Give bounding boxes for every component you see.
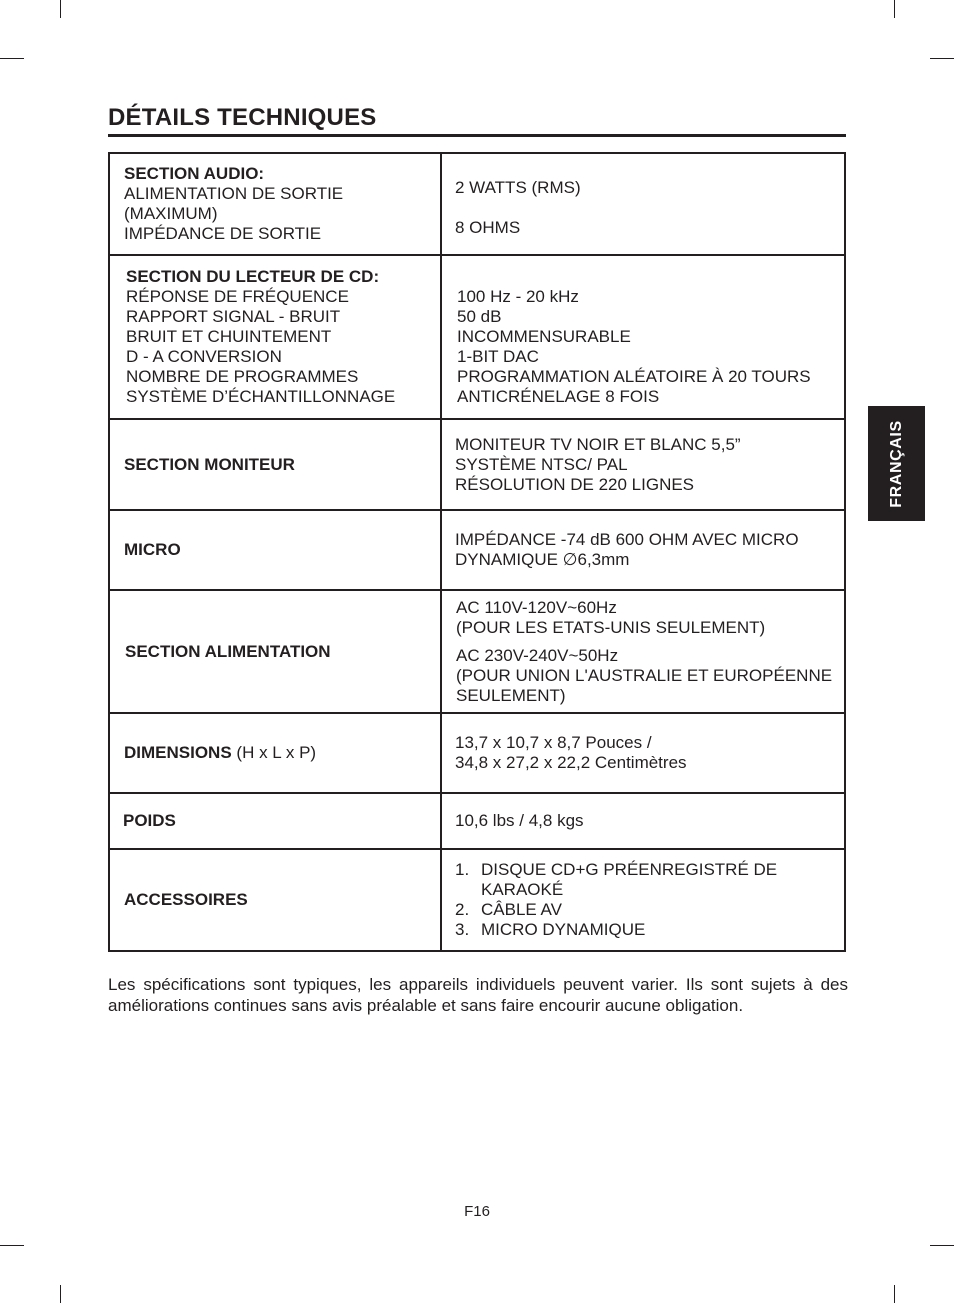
spec-label: SYSTÈME D’ÉCHANTILLONNAGE bbox=[126, 387, 396, 406]
spec-label: ACCESSOIRES bbox=[124, 890, 248, 909]
list-line: KARAOKÉ bbox=[481, 880, 564, 899]
crop-mark bbox=[894, 1285, 895, 1303]
spec-value: AC 110V-120V~60Hz bbox=[456, 597, 617, 617]
spec-label-cell bbox=[109, 510, 441, 590]
crop-mark bbox=[894, 0, 895, 18]
spec-label: NOMBRE DE PROGRAMMES bbox=[126, 367, 359, 386]
spec-value-cell bbox=[441, 419, 845, 510]
list-item bbox=[455, 860, 840, 900]
section-heading: SECTION AUDIO: bbox=[124, 164, 265, 183]
spec-label: ALIMENTATION DE SORTIE bbox=[124, 184, 344, 203]
list-text bbox=[481, 860, 777, 900]
disclaimer-note: Les spécifications sont typiques, les appareils individuels peuvent varier. Ils sont sujets à des améliorations continues sans avis préalable et sans faire encourir aucune obligation. bbox=[108, 975, 848, 1015]
spec-label: (MAXIMUM) bbox=[124, 204, 218, 223]
page-number: F16 bbox=[464, 1203, 490, 1220]
spec-label-bold: DIMENSIONS bbox=[124, 743, 232, 762]
spec-row-power bbox=[109, 590, 845, 713]
language-tab-label: FRANÇAIS bbox=[887, 419, 905, 508]
spec-label bbox=[124, 743, 440, 763]
spec-value: SYSTÈME NTSC/ PAL bbox=[455, 454, 628, 474]
spec-value: 34,8 x 27,2 x 22,2 Centimètres bbox=[455, 753, 687, 772]
spec-label-cell bbox=[109, 590, 441, 713]
spec-value-cell bbox=[441, 590, 845, 713]
spec-value-cell bbox=[441, 793, 845, 849]
spec-row-micro bbox=[109, 510, 845, 590]
list-line: DISQUE CD+G PRÉENREGISTRÉ DE bbox=[481, 860, 778, 879]
spec-label: RAPPORT SIGNAL - BRUIT bbox=[126, 307, 341, 326]
spec-label-cell bbox=[109, 713, 441, 793]
crop-mark bbox=[0, 58, 24, 59]
crop-mark bbox=[930, 1245, 954, 1246]
spec-label: RÉPONSE DE FRÉQUENCE bbox=[126, 287, 349, 306]
spec-label: IMPÉDANCE DE SORTIE bbox=[124, 224, 322, 243]
spec-value: 13,7 x 10,7 x 8,7 Pouces / bbox=[455, 733, 652, 752]
spec-value: AC 230V-240V~50Hz bbox=[456, 645, 619, 665]
spec-row-cd bbox=[109, 255, 845, 419]
spec-label-suffix: (H x L x P) bbox=[231, 743, 317, 762]
spec-value: IMPÉDANCE -74 dB 600 OHM AVEC MICRO bbox=[455, 530, 799, 549]
spec-value: INCOMMENSURABLE bbox=[457, 327, 631, 346]
spec-table bbox=[108, 152, 846, 952]
spec-label: BRUIT ET CHUINTEMENT bbox=[126, 327, 332, 346]
spec-value: 2 WATTS (RMS) bbox=[455, 178, 581, 197]
spec-row-audio bbox=[109, 153, 845, 255]
spec-row-accessories bbox=[109, 849, 845, 951]
spec-label-cell bbox=[109, 153, 441, 255]
spec-value: (POUR LES ETATS-UNIS SEULEMENT) bbox=[456, 617, 766, 637]
spec-value-cell bbox=[441, 849, 845, 951]
spec-value: PROGRAMMATION ALÉATOIRE À 20 TOURS bbox=[457, 367, 811, 386]
list-line: CÂBLE AV bbox=[481, 900, 562, 919]
spec-value: ANTICRÉNELAGE 8 FOIS bbox=[457, 387, 660, 406]
spec-value: RÉSOLUTION DE 220 LIGNES bbox=[455, 474, 695, 494]
spec-value-cell bbox=[441, 153, 845, 255]
section-heading: SECTION DU LECTEUR DE CD: bbox=[126, 267, 380, 286]
list-number: 1. bbox=[455, 860, 470, 879]
spec-value: 100 Hz - 20 kHz bbox=[457, 287, 579, 306]
spec-label-cell bbox=[109, 255, 441, 419]
spec-value: 1-BIT DAC bbox=[457, 347, 539, 366]
list-line: MICRO DYNAMIQUE bbox=[481, 920, 646, 939]
page-title: DÉTAILS TECHNIQUES bbox=[108, 104, 377, 131]
spec-label: SECTION MONITEUR bbox=[124, 454, 295, 474]
spec-value: MONITEUR TV NOIR ET BLANC 5,5” bbox=[455, 434, 741, 454]
title-rule bbox=[108, 134, 846, 137]
crop-mark bbox=[930, 58, 954, 59]
crop-mark bbox=[0, 1245, 24, 1246]
spec-label: POIDS bbox=[123, 811, 176, 830]
spec-value-cell bbox=[441, 255, 845, 419]
spec-label-cell bbox=[109, 793, 441, 849]
list-item bbox=[455, 920, 840, 940]
spec-value: 50 dB bbox=[457, 307, 502, 326]
spec-label-cell bbox=[109, 419, 441, 510]
spec-label: SECTION ALIMENTATION bbox=[125, 641, 331, 661]
spec-value: 8 OHMS bbox=[455, 218, 521, 237]
crop-mark bbox=[60, 1285, 61, 1303]
spec-value: DYNAMIQUE ∅6,3mm bbox=[455, 550, 630, 569]
list-number: 2. bbox=[455, 900, 470, 919]
language-tab bbox=[868, 406, 925, 521]
list-number: 3. bbox=[455, 920, 470, 939]
spec-label: MICRO bbox=[124, 540, 181, 559]
spacer bbox=[456, 638, 840, 646]
spec-value: 10,6 lbs / 4,8 kgs bbox=[455, 811, 584, 830]
spec-label-cell bbox=[109, 849, 441, 951]
crop-mark bbox=[60, 0, 61, 18]
spec-value-cell bbox=[441, 510, 845, 590]
accessories-list bbox=[455, 860, 840, 940]
spec-value: (POUR UNION L'AUSTRALIE ET EUROPÉENNE bbox=[456, 665, 833, 685]
spec-row-dimensions bbox=[109, 713, 845, 793]
spec-label: D - A CONVERSION bbox=[126, 347, 282, 366]
list-item bbox=[455, 900, 840, 920]
spec-row-monitor bbox=[109, 419, 845, 510]
spec-value-cell bbox=[441, 713, 845, 793]
spec-value: SEULEMENT) bbox=[456, 685, 566, 705]
spec-row-weight bbox=[109, 793, 845, 849]
